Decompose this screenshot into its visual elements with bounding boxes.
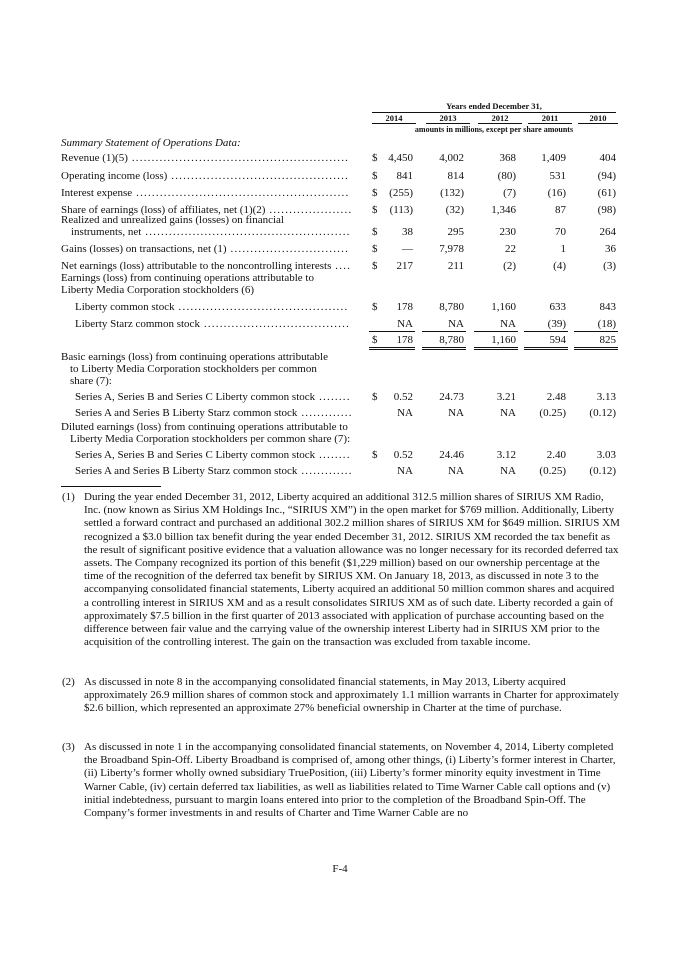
- value-cell: (94): [597, 170, 616, 182]
- label-text: Gains (losses) on transactions, net (1): [61, 243, 227, 255]
- value-cell: 1: [560, 243, 566, 255]
- value-cell: (39): [547, 318, 566, 330]
- value-cell: NA: [397, 407, 413, 419]
- value-cell: (2): [503, 260, 516, 272]
- label-text: Series A, Series B and Series C Liberty common stock: [75, 391, 316, 403]
- value-cell: 2.48: [546, 391, 566, 403]
- label-text: instruments, net: [71, 226, 142, 238]
- units-header: amounts in millions, except per share amounts: [414, 125, 574, 134]
- value-cell: 36: [605, 243, 616, 255]
- label-text: Liberty Media Corporation stockholders (6): [61, 284, 255, 296]
- label-text: Basic earnings (loss) from continuing operations attributable: [61, 351, 328, 363]
- row-label: [75, 465, 353, 478]
- value-cell: 22: [505, 243, 516, 255]
- value-cell: (0.25): [539, 465, 566, 477]
- row-label: [71, 226, 351, 239]
- value-cell: 230: [499, 226, 516, 238]
- row-label: [75, 449, 351, 462]
- value-cell: (0.12): [589, 407, 616, 419]
- dollar-sign: $: [372, 243, 378, 255]
- value-cell: NA: [448, 407, 464, 419]
- leader-dots: ..............................: [226, 243, 350, 255]
- label-text: to Liberty Media Corporation stockholders per common: [70, 363, 317, 375]
- value-cell: 38: [402, 226, 413, 238]
- col-2013: 2013: [439, 113, 457, 123]
- value-cell: (4): [553, 260, 566, 272]
- label-text: Liberty Starz common stock: [75, 318, 200, 330]
- page-number: F-4: [332, 863, 348, 875]
- value-cell: (32): [445, 204, 464, 216]
- col-2012: 2012: [491, 113, 509, 123]
- value-cell: 825: [599, 334, 616, 346]
- value-cell: (0.12): [589, 465, 616, 477]
- footnote-text: As discussed in note 1 in the accompanying consolidated financial statements, on November 4, 2014, Liberty completed the Broadband Spin-Off. Liberty Broadband is comprised of, among other things, (i) Liberty’s former interest in Charter, (ii) Liberty’s former wholly owned subsidiary TruePosition, (iii) Liberty’s former minority equity investment in Time Warner Cable, (iv) certain deferred tax liabilities, as well as liabilities related to Time Warner Cable call options and (v) initial indebtedness, pursuant to margin loans entered into prior to the completion of the Broadband Spin-Off. The Company’s former investments in and results of Charter and Time Warner Cable are no: [84, 741, 616, 820]
- label-text: Series A and Series B Liberty Starz common stock: [75, 465, 298, 477]
- leader-dots: .............: [297, 465, 353, 477]
- value-cell: (3): [603, 260, 616, 272]
- sum-rule: [369, 331, 415, 332]
- dollar-sign: $: [372, 391, 378, 403]
- double-rule: [574, 347, 618, 350]
- dollar-sign: $: [372, 301, 378, 313]
- label-text: Diluted earnings (loss) from continuing operations attributable to: [61, 421, 348, 433]
- value-cell: 1,346: [491, 204, 516, 216]
- value-cell: 404: [599, 152, 616, 164]
- row-label: [75, 301, 348, 314]
- value-cell: 8,780: [439, 334, 464, 346]
- dollar-sign: $: [372, 449, 378, 461]
- value-cell: (61): [597, 187, 616, 199]
- row-label: [61, 243, 349, 256]
- value-cell: 4,450: [388, 152, 413, 164]
- value-cell: NA: [500, 465, 516, 477]
- double-rule: [369, 347, 415, 350]
- value-cell: 217: [396, 260, 413, 272]
- value-cell: 7,978: [439, 243, 464, 255]
- leader-dots: .....................: [265, 204, 353, 216]
- row-label: [61, 187, 349, 200]
- leader-dots: .............: [297, 407, 353, 419]
- value-cell: 3.13: [596, 391, 616, 403]
- label-text: Net earnings (loss) attributable to the noncontrolling interests: [61, 260, 332, 272]
- years-header: Years ended December 31,: [446, 101, 542, 111]
- row-label: [61, 152, 349, 165]
- value-cell: 843: [599, 301, 616, 313]
- leader-dots: ........: [315, 391, 351, 403]
- value-cell: NA: [448, 318, 464, 330]
- footnote-num: (1): [62, 491, 75, 503]
- value-cell: 368: [499, 152, 516, 164]
- leader-dots: ......................................................: [132, 187, 350, 199]
- footnote-text: As discussed in note 8 in the accompanying consolidated financial statements, in May 2013, Liberty acquired approximately 26.9 million shares of common stock and approximately 1.1 million warrants in Charter for approximately $2.6 billion, which represented an approximate 27% beneficial ownership in Charter at the time of purchase.: [84, 676, 619, 715]
- value-cell: 70: [555, 226, 566, 238]
- row-label: [75, 318, 350, 331]
- value-cell: 1,160: [491, 334, 516, 346]
- value-cell: 3.03: [596, 449, 616, 461]
- sum-rule: [422, 331, 466, 332]
- value-cell: 2.40: [546, 449, 566, 461]
- row-label: [75, 407, 353, 420]
- value-cell: —: [402, 243, 413, 255]
- dollar-sign: $: [372, 226, 378, 238]
- value-cell: NA: [500, 407, 516, 419]
- dollar-sign: $: [372, 187, 378, 199]
- sum-rule: [574, 331, 618, 332]
- value-cell: 8,780: [439, 301, 464, 313]
- label-text: Share of earnings (loss) of affiliates, net (1)(2): [61, 204, 266, 216]
- value-cell: 3.12: [496, 449, 516, 461]
- value-cell: NA: [500, 318, 516, 330]
- value-cell: 24.73: [439, 391, 464, 403]
- value-cell: 594: [549, 334, 566, 346]
- value-cell: (0.25): [539, 407, 566, 419]
- double-rule: [422, 347, 466, 350]
- value-cell: 1,409: [541, 152, 566, 164]
- col-2011: 2011: [541, 113, 559, 123]
- value-cell: NA: [397, 318, 413, 330]
- value-cell: 0.52: [393, 391, 413, 403]
- value-cell: 633: [549, 301, 566, 313]
- row-label: [75, 391, 351, 404]
- row-label: [61, 284, 254, 297]
- section-title: Summary Statement of Operations Data:: [61, 137, 241, 149]
- label-text: Interest expense: [61, 187, 133, 199]
- dollar-sign: $: [372, 152, 378, 164]
- leader-dots: .......................................................: [127, 152, 350, 164]
- row-label: [70, 433, 350, 446]
- value-cell: 178: [396, 301, 413, 313]
- label-text: Series A and Series B Liberty Starz common stock: [75, 407, 298, 419]
- label-text: Liberty Media Corporation stockholders per common share (7):: [70, 433, 351, 445]
- row-label: [61, 170, 349, 183]
- value-cell: 211: [447, 260, 464, 272]
- value-cell: 87: [555, 204, 566, 216]
- footnote-text: During the year ended December 31, 2012, Liberty acquired an additional 312.5 million shares of SIRIUS XM Radio, Inc. (now known as Sirius XM Holdings Inc., “SIRIUS XM”) in the open market for $769 million. Additionally, Liberty settled a forward contract and purchased an additional 302.2 million shares of SIRIUS XM for $649 million. SIRIUS XM recognized a $3.0 billion tax benefit during the year ended December 31, 2012. SIRIUS XM recorded the tax benefit as the result of significant positive evidence that a valuation allowance was no longer necessary for its recorded deferred tax assets. The Company recognized its portion of this benefit ($1,229 million) based on our ownership percentage at the time of the recognition of the deferred tax benefit by SIRIUS XM. On January 18, 2013, as discussed in note 3 to the accompanying consolidated financial statements, Liberty acquired an additional 50 million common shares and acquired a controlling interest in SIRIUS XM and as a result consolidates SIRIUS XM as of such date. Liberty recorded a gain of approximately $7.5 billion in the first quarter of 2013 associated with application of purchase accounting based on the difference between fair value and the carrying value of the ownership interest Liberty had in SIRIUS XM prior to the acquisition of the controlling interest. The gain on the transaction was excluded from taxable income.: [84, 491, 620, 649]
- value-cell: (113): [389, 204, 413, 216]
- double-rule: [474, 347, 518, 350]
- value-cell: 3.21: [496, 391, 516, 403]
- label-text: share (7):: [70, 375, 112, 387]
- leader-dots: .............................................: [167, 170, 350, 182]
- label-text: Earnings (loss) from continuing operations attributable to: [61, 272, 314, 284]
- label-text: Operating income (loss): [61, 170, 168, 182]
- footnote-separator: [61, 486, 161, 487]
- value-cell: 178: [396, 334, 413, 346]
- footnote-num: (2): [62, 676, 75, 688]
- value-cell: (7): [503, 187, 516, 199]
- value-cell: (80): [497, 170, 516, 182]
- value-cell: (18): [597, 318, 616, 330]
- value-cell: 841: [396, 170, 413, 182]
- value-cell: (255): [389, 187, 413, 199]
- double-rule: [524, 347, 568, 350]
- value-cell: 24.46: [439, 449, 464, 461]
- value-cell: 531: [549, 170, 566, 182]
- label-text: Liberty common stock: [75, 301, 175, 313]
- dollar-sign: $: [372, 260, 378, 272]
- leader-dots: ...........................................: [174, 301, 349, 313]
- value-cell: (98): [597, 204, 616, 216]
- footnote-num: (3): [62, 741, 75, 753]
- leader-dots: .....................................: [199, 318, 351, 330]
- value-cell: 295: [447, 226, 464, 238]
- value-cell: 4,002: [439, 152, 464, 164]
- dollar-sign: $: [372, 204, 378, 216]
- row-label: [70, 375, 112, 388]
- dollar-sign: $: [372, 170, 378, 182]
- leader-dots: ........: [315, 449, 351, 461]
- col-2010: 2010: [589, 113, 607, 123]
- leader-dots: ....................................................: [141, 226, 351, 238]
- value-cell: (16): [547, 187, 566, 199]
- dollar-sign: $: [372, 334, 378, 346]
- sum-rule: [474, 331, 518, 332]
- value-cell: NA: [397, 465, 413, 477]
- value-cell: 814: [447, 170, 464, 182]
- value-cell: 264: [599, 226, 616, 238]
- label-text: Series A, Series B and Series C Liberty common stock: [75, 449, 316, 461]
- leader-dots: ....: [331, 260, 352, 272]
- label-text: Realized and unrealized gains (losses) on financial: [61, 214, 284, 226]
- value-cell: 0.52: [393, 449, 413, 461]
- value-cell: (132): [440, 187, 464, 199]
- label-text: Revenue (1)(5): [61, 152, 128, 164]
- value-cell: NA: [448, 465, 464, 477]
- sum-rule: [524, 331, 568, 332]
- col-2014: 2014: [385, 113, 403, 123]
- value-cell: 1,160: [491, 301, 516, 313]
